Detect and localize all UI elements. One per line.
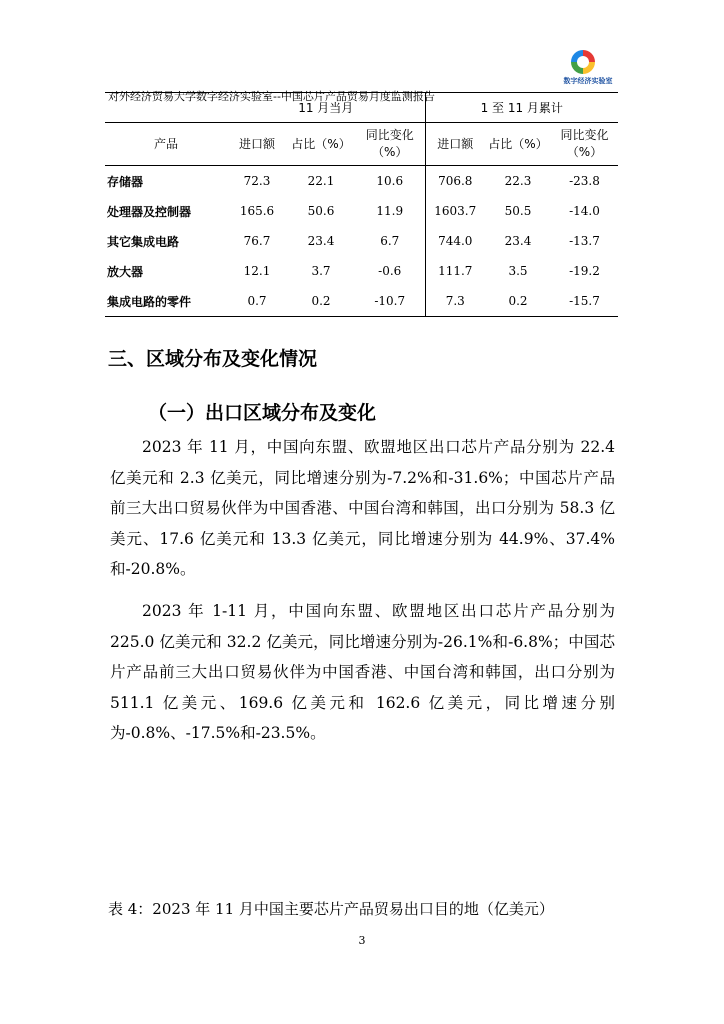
col-header-yoy: 同比变化（%） [355, 123, 425, 166]
cell: 165.6 [239, 204, 275, 218]
paragraph-november: 2023 年 11 月，中国向东盟、欧盟地区出口芯片产品分别为 22.4 亿美元和 2.3 亿美元，同比增速分别为-7.2%和-31.6%；中国芯片产品前三大出口贸易伙伴为中国香港、中国台湾和韩国，出口分别为 58.3 亿美元、17.6 亿美元和 13.3 亿美元，同比增速分别为 44.9%、37.4%和-20.8%。 [110, 438, 615, 578]
cell: -14.0 [569, 204, 600, 218]
cell: 3.5 [508, 264, 528, 278]
table-row [105, 256, 618, 286]
table-row [105, 226, 618, 256]
cell: 111.7 [438, 264, 473, 278]
table-row [105, 286, 618, 317]
col-header-yoy: 同比变化（%） [551, 123, 618, 166]
cell: 0.2 [287, 286, 355, 317]
group-header-month: 11 月当月 [227, 92, 425, 123]
cell: 744.0 [438, 234, 473, 248]
cell: 10.6 [355, 166, 425, 197]
table-row [105, 166, 618, 197]
paragraph-jan-nov: 2023 年 1-11 月，中国向东盟、欧盟地区出口芯片产品分别为 225.0 亿美元和 32.2 亿美元，同比增速分别为-26.1%和-6.8%；中国芯片产品前三大出口贸易伙伴为中国香港、中国台湾和韩国，出口分别为 511.1 亿美元、169.6 亿美元和 162.6 亿美元，同比增速分别为-0.8%、-17.5%和-23.5%。 [110, 602, 615, 742]
col-header-share: 占比（%） [485, 123, 551, 166]
group-header-cumulative: 1 至 11 月累计 [425, 92, 618, 123]
cell: 12.1 [243, 264, 271, 278]
cell: 1603.7 [434, 204, 477, 218]
cell: 23.4 [307, 234, 335, 248]
cell: 50.6 [307, 204, 335, 218]
lab-logo [558, 50, 614, 90]
cell: 7.3 [425, 286, 485, 317]
cell: 706.8 [438, 174, 473, 188]
running-header: 对外经济贸易大学数字经济实验室--中国芯片产品贸易月度监测报告 [108, 90, 435, 103]
subsection-heading: （一）出口区域分布及变化 [148, 402, 377, 424]
cell: 6.7 [355, 226, 425, 256]
logo-text: 数字经济实验室 [563, 77, 613, 85]
section-heading: 三、区域分布及变化情况 [108, 348, 318, 370]
cell: 22.3 [504, 174, 532, 188]
cell: 0.2 [485, 286, 551, 317]
page-number: 3 [358, 934, 366, 947]
cell: -23.8 [569, 174, 600, 188]
product-name: 存储器 [107, 174, 144, 189]
product-name: 放大器 [107, 264, 144, 279]
cell: -13.7 [569, 234, 600, 248]
cell: 22.1 [307, 174, 335, 188]
cell: 0.7 [227, 286, 287, 317]
cell: 72.3 [243, 174, 271, 188]
import-table [105, 92, 618, 317]
cell: -10.7 [355, 286, 425, 317]
col-header-product: 产品 [105, 123, 227, 166]
cell: -0.6 [355, 256, 425, 286]
product-name: 集成电路的零件 [105, 286, 227, 317]
product-name: 其它集成电路 [107, 234, 180, 249]
table-caption: 表 4：2023 年 11 月中国主要芯片产品贸易出口目的地（亿美元） [108, 900, 554, 918]
cell: 11.9 [355, 196, 425, 226]
cell: -15.7 [551, 286, 618, 317]
cell: 76.7 [243, 234, 271, 248]
col-header-import: 进口额 [425, 123, 485, 166]
cell: 23.4 [504, 234, 532, 248]
cell: 3.7 [311, 264, 331, 278]
product-name: 处理器及控制器 [107, 204, 192, 219]
cell: -19.2 [569, 264, 600, 278]
cell: 50.5 [504, 204, 532, 218]
col-header-share: 占比（%） [287, 123, 355, 166]
col-header-import: 进口额 [227, 123, 287, 166]
table-row [105, 196, 618, 226]
